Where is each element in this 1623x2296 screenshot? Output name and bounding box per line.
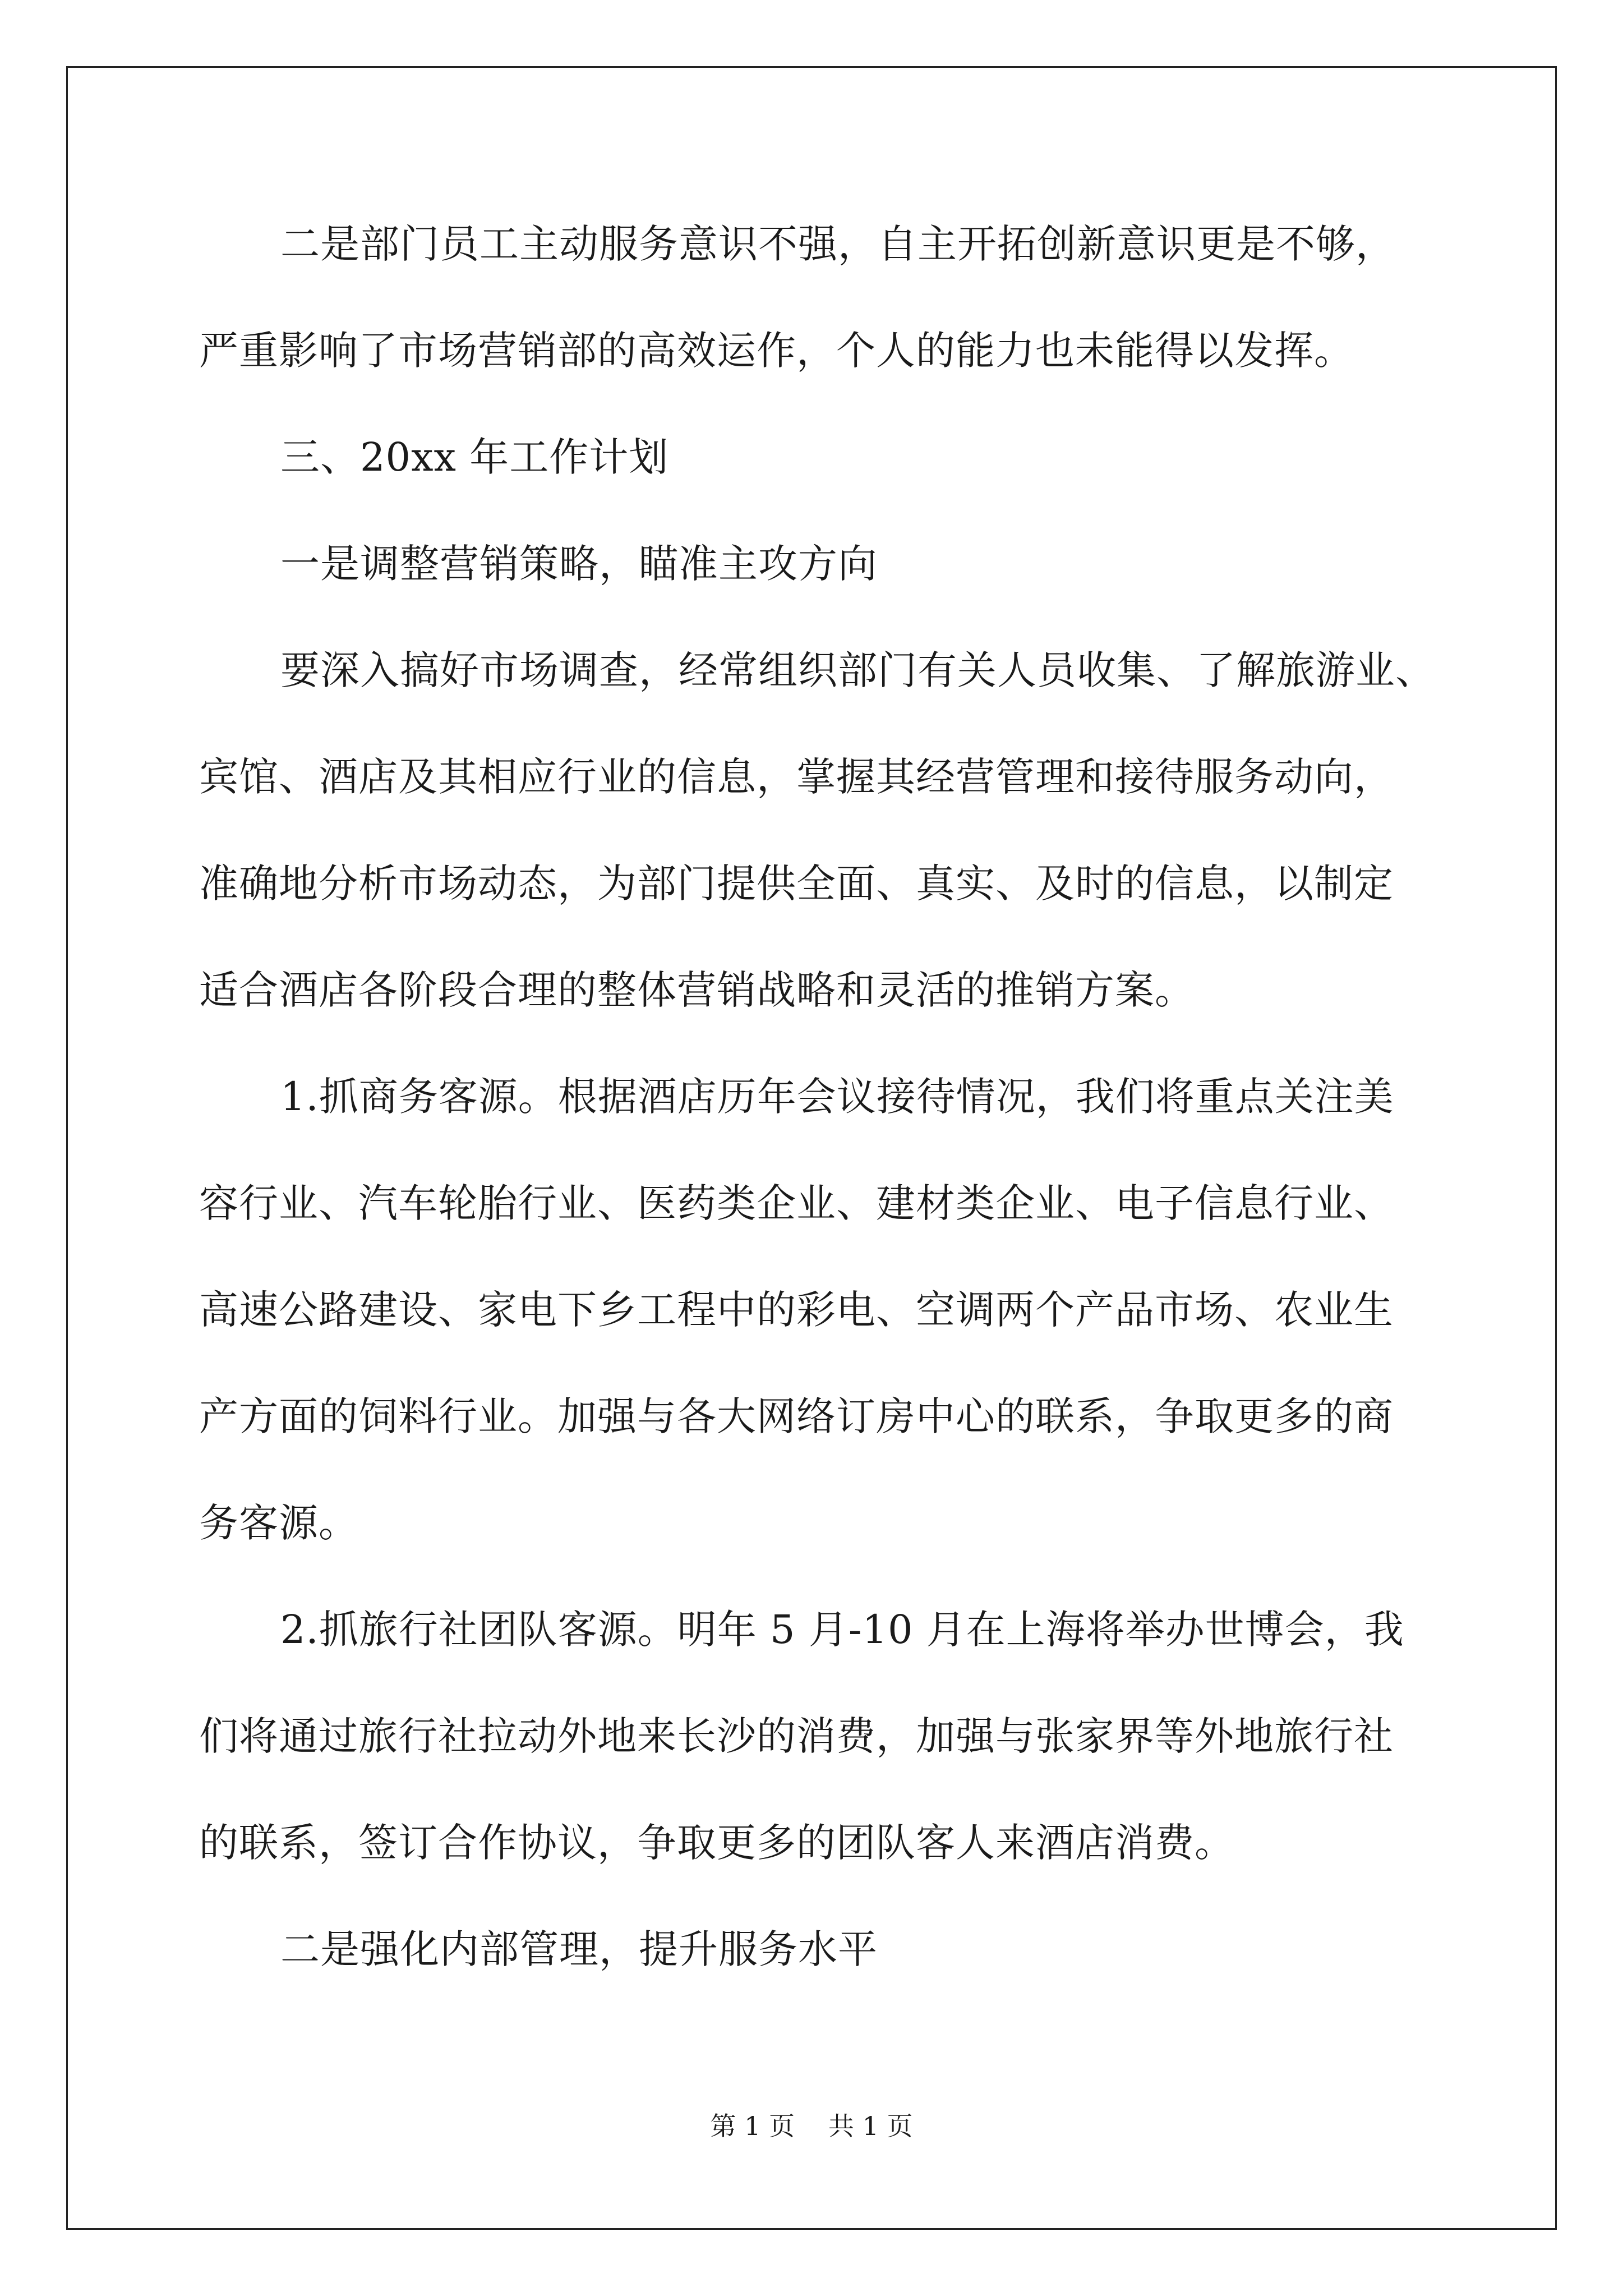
total-pages: 共 1 页 bbox=[828, 2111, 913, 2141]
paragraph-line: 容行业、汽车轮胎行业、医药类企业、建材类企业、电子信息行业、 bbox=[199, 1180, 1394, 1226]
page-number: 第 1 页 bbox=[710, 2111, 795, 2141]
paragraph-line: 严重影响了市场营销部的高效运作，个人的能力也未能得以发挥。 bbox=[199, 328, 1354, 374]
paragraph-line: 的联系，签订合作协议，争取更多的团队客人来酒店消费。 bbox=[199, 1820, 1234, 1866]
page-border bbox=[66, 66, 1557, 2230]
paragraph-line: 准确地分析市场动态，为部门提供全面、真实、及时的信息，以制定 bbox=[199, 861, 1394, 907]
paragraph-line: 们将通过旅行社拉动外地来长沙的消费，加强与张家界等外地旅行社 bbox=[199, 1713, 1394, 1759]
paragraph-line: 2.抓旅行社团队客源。明年 5 月-10 月在上海将举办世博会，我 bbox=[280, 1607, 1404, 1653]
subsection-heading: 二是强化内部管理，提升服务水平 bbox=[280, 1926, 878, 1972]
paragraph-line: 务客源。 bbox=[199, 1500, 358, 1546]
paragraph-line: 二是部门员工主动服务意识不强，自主开拓创新意识更是不够， bbox=[280, 221, 1395, 267]
paragraph-line: 高速公路建设、家电下乡工程中的彩电、空调两个产品市场、农业生 bbox=[199, 1287, 1394, 1333]
paragraph-line: 要深入搞好市场调查，经常组织部门有关人员收集、了解旅游业、 bbox=[280, 647, 1435, 693]
subsection-heading: 一是调整营销策略，瞄准主攻方向 bbox=[280, 541, 878, 587]
paragraph-line: 适合酒店各阶段合理的整体营销战略和灵活的推销方案。 bbox=[199, 967, 1195, 1013]
paragraph-line: 宾馆、酒店及其相应行业的信息，掌握其经营管理和接待服务动向， bbox=[199, 754, 1394, 800]
page-footer bbox=[0, 2109, 1623, 2143]
section-heading: 三、20xx 年工作计划 bbox=[280, 434, 669, 480]
paragraph-line: 产方面的饲料行业。加强与各大网络订房中心的联系，争取更多的商 bbox=[199, 1393, 1394, 1439]
paragraph-line: 1.抓商务客源。根据酒店历年会议接待情况，我们将重点关注美 bbox=[280, 1074, 1394, 1120]
